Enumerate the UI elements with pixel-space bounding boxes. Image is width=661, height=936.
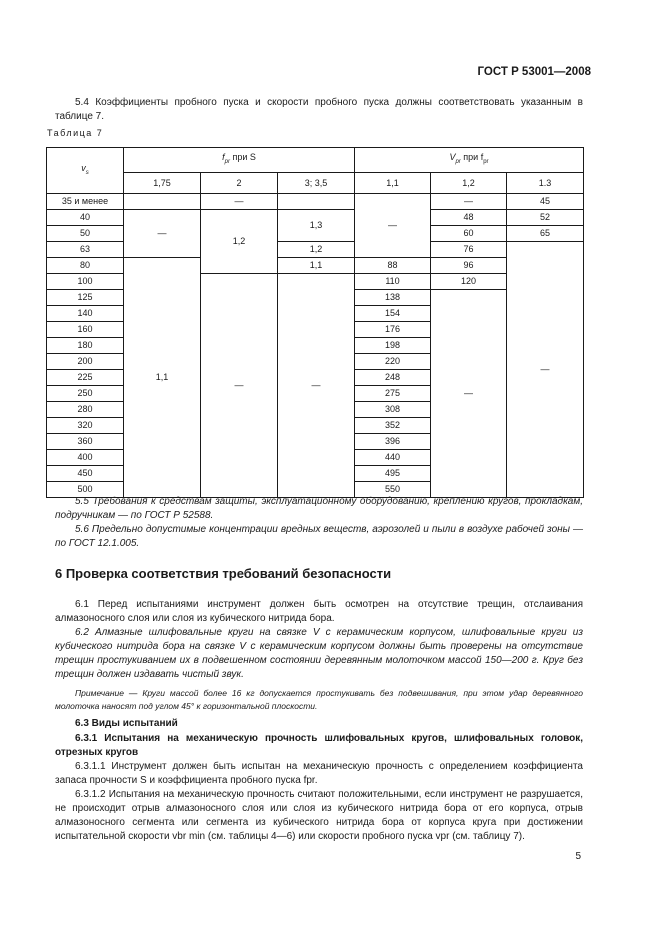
cell: 1,3 [278, 210, 355, 242]
page-number: 5 [575, 851, 581, 862]
subheader: 1,75 [124, 173, 201, 194]
paragraph-6-1: 6.1 Перед испытаниями инструмент должен быть осмотрен на отсутствие трещин, отслаивания алмазоносного слоя или слоя из кубического нитрида бора. [55, 599, 583, 624]
cell: — [507, 242, 584, 498]
vs-cell: 200 [47, 354, 124, 370]
vs-cell: 100 [47, 274, 124, 290]
subheader: 1,2 [431, 173, 507, 194]
cell: 154 [355, 306, 431, 322]
vs-cell: 180 [47, 338, 124, 354]
cell: — [201, 274, 278, 498]
vs-cell: 250 [47, 386, 124, 402]
paragraph-6-3: 6.3 Виды испытаний [75, 718, 178, 729]
cell: 48 [431, 210, 507, 226]
header-fpr: $f_{pr}$ при S [124, 148, 355, 173]
cell: 550 [355, 482, 431, 498]
vs-cell: 50 [47, 226, 124, 242]
vs-cell: 360 [47, 434, 124, 450]
document-header: ГОСТ Р 53001—2008 [477, 66, 591, 78]
cell: 248 [355, 370, 431, 386]
cell: 76 [431, 242, 507, 258]
cell: 198 [355, 338, 431, 354]
header-vs: $v_s$ [47, 148, 124, 194]
cell: 440 [355, 450, 431, 466]
cell: 1,1 [124, 258, 201, 498]
cell: — [278, 274, 355, 498]
vs-cell: 450 [47, 466, 124, 482]
cell: 352 [355, 418, 431, 434]
paragraph-6-3-1: 6.3.1 Испытания на механическую прочность шлифовальных кругов, шлифовальных головок, отрезных кругов [55, 733, 583, 758]
vs-cell: 400 [47, 450, 124, 466]
vs-cell: 280 [47, 402, 124, 418]
section-6-title: 6 Проверка соответствия требований безопасности [55, 566, 392, 581]
cell: 1,2 [278, 242, 355, 258]
cell [124, 194, 201, 210]
cell: 60 [431, 226, 507, 242]
cell: — [355, 194, 431, 258]
cell: 52 [507, 210, 584, 226]
vs-cell: 40 [47, 210, 124, 226]
paragraph-5-4: 5.4 Коэффициенты пробного пуска и скорости пробного пуска должны соответствовать указанным в таблице 7. [55, 97, 583, 122]
paragraph-6-3-1-2: 6.3.1.2 Испытания на механическую прочность считают положительными, если инструмент не разрушается, не происходит отрыв алмазоносного слоя или слоя из кубического нитрида бора от его корпуса, отрыв алмазоносного сегмента или сегмента из кубического нитрида бора от корпуса круга при достижении испытательной скорости vbr min (см. таблицы 4—6) или скорости пробного пуска vpr (см. таблицу 7). [55, 789, 583, 842]
cell: 1,1 [278, 258, 355, 274]
cell: 1,2 [201, 210, 278, 274]
paragraph-6-2: 6.2 Алмазные шлифовальные круги на связке V с керамическим корпусом, шлифовальные круги из кубического нитрида бора на связке V с керамическим корпусом должны быть проверены на отсутствие трещин простукиванием их в подвешенном состоянии деревянным молоточком массой 150—200 г. Круг без трещин должен издавать чистый звук. [55, 627, 583, 680]
vs-cell: 125 [47, 290, 124, 306]
vs-cell: 140 [47, 306, 124, 322]
vs-cell: 320 [47, 418, 124, 434]
subheader: 1,1 [355, 173, 431, 194]
cell: — [201, 194, 278, 210]
table-7 [46, 147, 584, 498]
vs-cell: 80 [47, 258, 124, 274]
cell: 308 [355, 402, 431, 418]
subheader: 1.3 [507, 173, 584, 194]
vs-cell: 160 [47, 322, 124, 338]
cell: 45 [507, 194, 584, 210]
cell: 65 [507, 226, 584, 242]
cell: 138 [355, 290, 431, 306]
cell: 120 [431, 274, 507, 290]
subheader: 2 [201, 173, 278, 194]
vs-cell: 500 [47, 482, 124, 498]
vs-cell: 63 [47, 242, 124, 258]
vs-cell: 225 [47, 370, 124, 386]
cell: 275 [355, 386, 431, 402]
cell: — [431, 290, 507, 498]
cell: 96 [431, 258, 507, 274]
cell: 88 [355, 258, 431, 274]
cell: — [124, 210, 201, 258]
cell: 110 [355, 274, 431, 290]
cell: 396 [355, 434, 431, 450]
cell [278, 194, 355, 210]
header-vpr: $V_{pr}$ при $f_{pr}$ [355, 148, 584, 173]
cell: 220 [355, 354, 431, 370]
table-caption: Таблица 7 [47, 128, 104, 138]
cell: — [431, 194, 507, 210]
paragraph-6-3-1-1: 6.3.1.1 Инструмент должен быть испытан на механическую прочность с определением коэффициента запаса прочности S и коэффициента пробного пуска fpr. [55, 761, 583, 786]
vs-cell: 35 и менее [47, 194, 124, 210]
cell: 176 [355, 322, 431, 338]
cell: 495 [355, 466, 431, 482]
paragraph-5-6: 5.6 Предельно допустимые концентрации вредных веществ, аэрозолей и пыли в воздухе рабочей зоны — по ГОСТ 12.1.005. [55, 524, 583, 549]
note: Примечание — Круги массой более 16 кг допускается простукивать без подвешивания, при этом удар деревянного молоточка наносят под углом 45° к горизонтальной плоскости. [55, 688, 583, 711]
subheader: 3; 3,5 [278, 173, 355, 194]
paragraph-5-5: 5.5 Требования к средствам защиты, эксплуатационному оборудованию, креплению кругов, прокладкам, подручникам — по ГОСТ Р 52588. [55, 496, 583, 521]
